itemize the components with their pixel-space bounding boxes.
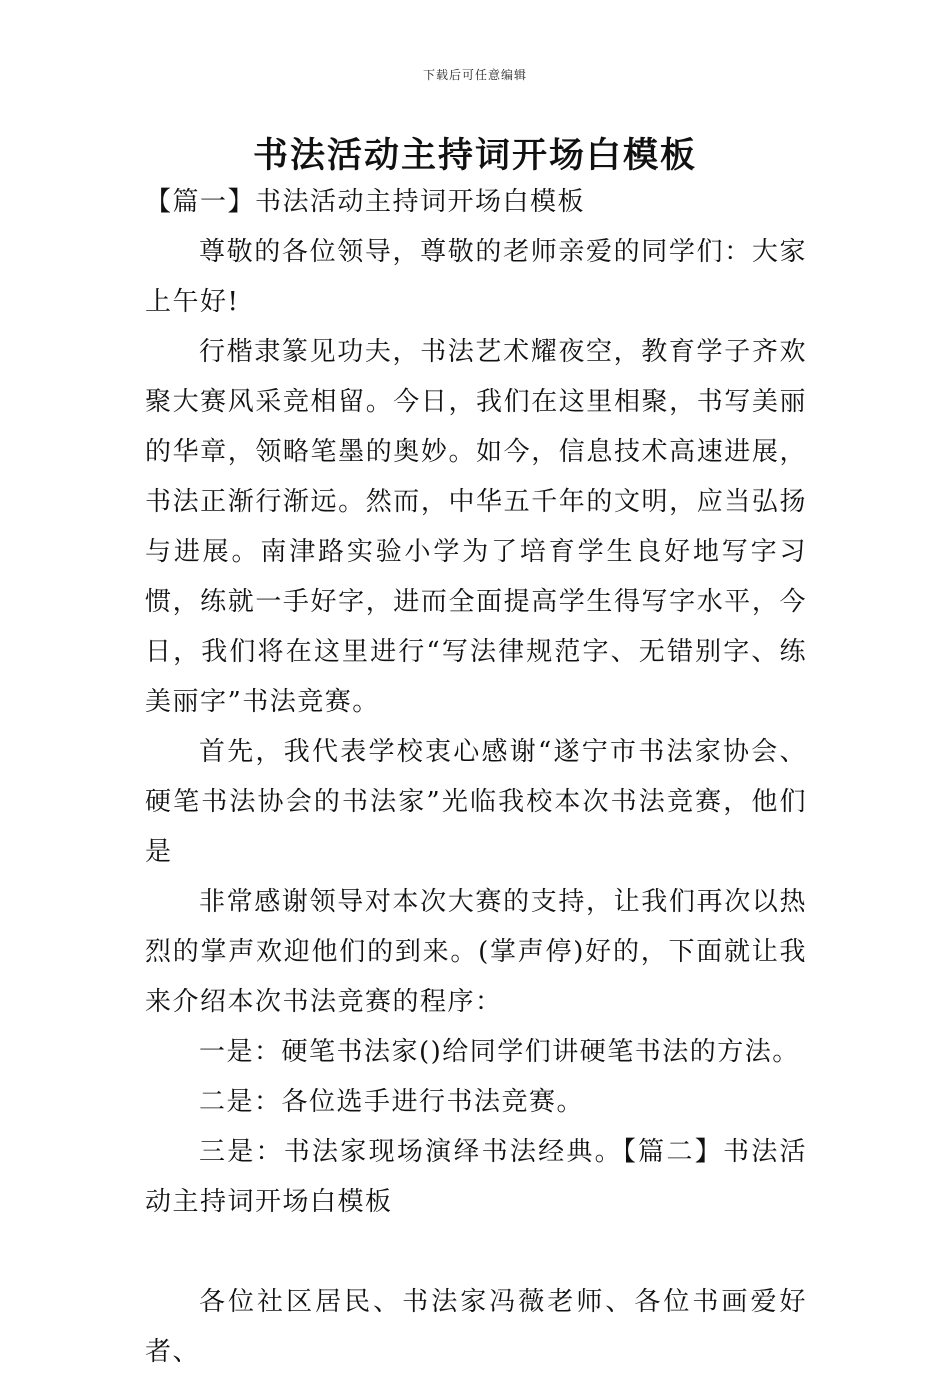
paragraph-step-two: 二是：各位选手进行书法竞赛。 (199, 1087, 585, 1117)
section-heading: 【篇一】书法活动主持词开场白模板 (145, 187, 586, 217)
paragraph-section-two-greeting: 各位社区居民、书法家冯薇老师、各位书画爱好者、 (145, 1287, 807, 1367)
paragraph-thanks: 首先，我代表学校衷心感谢“遂宁市书法家协会、硬笔书法协会的书法家”光临我校本次书法竞赛，他们是 (145, 737, 807, 867)
document-body (145, 177, 807, 1377)
header-note: 下载后可任意编辑 (422, 68, 527, 82)
paragraph-step-one: 一是：硬笔书法家()给同学们讲硬笔书法的方法。 (199, 1037, 800, 1067)
paragraph-greeting: 尊敬的各位领导，尊敬的老师亲爱的同学们：大家上午好! (145, 237, 807, 317)
paragraph-step-three: 三是：书法家现场演绎书法经典。【篇二】书法活动主持词开场白模板 (145, 1137, 807, 1217)
paragraph-program: 非常感谢领导对本次大赛的支持，让我们再次以热烈的掌声欢迎他们的到来。(掌声停)好的，下面就让我来介绍本次书法竞赛的程序： (145, 887, 807, 1017)
document-title: 书法活动主持词开场白模板 (252, 136, 697, 176)
paragraph-intro: 行楷隶篆见功夫，书法艺术耀夜空，教育学子齐欢聚大赛风采竞相留。今日，我们在这里相聚，书写美丽的华章，领略笔墨的奥妙。如今，信息技术高速进展，书法正渐行渐远。然而，中华五千年的文明，应当弘扬与进展。南津路实验小学为了培育学生良好地写字习惯，练就一手好字，进而全面提高学生得写字水平，今日，我们将在这里进行“写法律规范字、无错别字、练美丽字”书法竞赛。 (145, 337, 807, 717)
paragraph-spacer (145, 1227, 807, 1277)
